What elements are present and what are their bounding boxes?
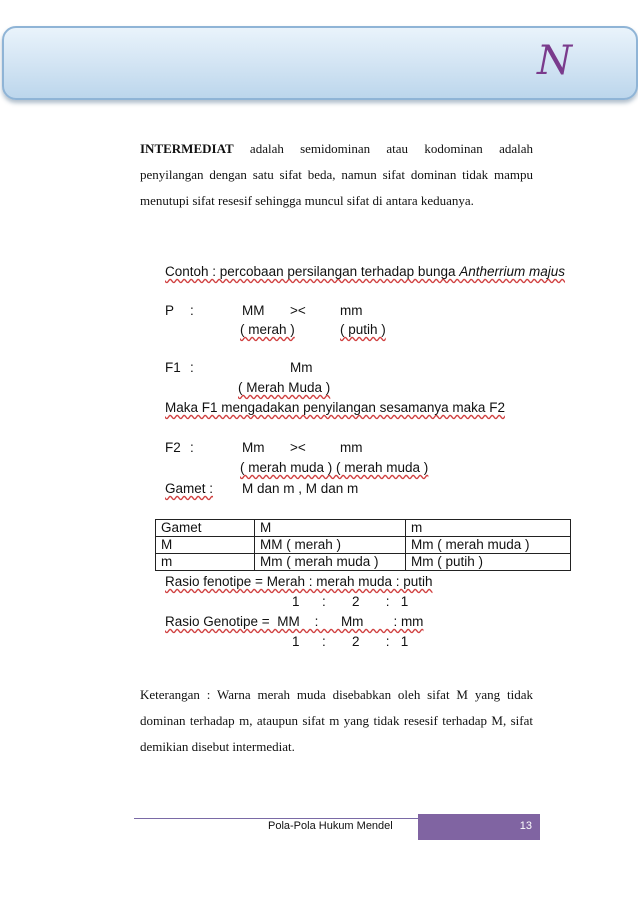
rasio-fenotipe-numbers: 1 : 2 : 1 [292, 594, 409, 609]
page-number: 13 [519, 820, 532, 832]
table-row [156, 520, 571, 537]
table-cell: Gamet [156, 520, 255, 537]
header-letter: N [537, 38, 572, 84]
gamet-value: M dan m , M dan m [242, 481, 359, 496]
intro-term: INTERMEDIAT [140, 141, 234, 156]
p-cross-symbol: >< [290, 303, 306, 318]
table-cell: Mm ( merah muda ) [255, 554, 406, 571]
footer-divider [134, 818, 418, 819]
table-row [156, 554, 571, 571]
gamet-table [155, 519, 571, 571]
example-title-text: Contoh : percobaan persilangan terhadap bunga [165, 264, 460, 279]
f1-phenotype: ( Merah Muda ) [238, 380, 331, 395]
f1-genotype: Mm [290, 360, 313, 375]
p-left-phenotype: ( merah ) [240, 322, 295, 337]
f2-phenotype: ( merah muda ) ( merah muda ) [240, 460, 429, 475]
header-banner [2, 26, 638, 100]
f2-left-genotype: Mm [242, 440, 265, 455]
f1-note: Maka F1 mengadakan penyilangan sesamanya maka F2 [165, 400, 505, 415]
table-cell: MM ( merah ) [255, 537, 406, 554]
table-cell: m [406, 520, 571, 537]
table-cell: M [255, 520, 406, 537]
f2-colon: : [190, 440, 194, 455]
p-colon: : [190, 303, 194, 318]
table-cell: Mm ( merah muda ) [406, 537, 571, 554]
rasio-genotipe: Rasio Genotipe = MM : Mm : mm [165, 614, 424, 629]
footer-page-box [418, 814, 540, 840]
table-cell: Mm ( putih ) [406, 554, 571, 571]
p-left-genotype: MM [242, 303, 265, 318]
intro-text: adalah semidominan atau kodominan adalah penyilangan dengan satu sifat beda, namun sifat dominan tidak mampu menutupi sifat resesif sehingga muncul sifat di antara keduanya. [140, 141, 533, 208]
rasio-genotipe-numbers: 1 : 2 : 1 [292, 634, 409, 649]
example-species: Antherrium majus [459, 264, 566, 279]
p-label: P [165, 303, 175, 318]
intro-paragraph [140, 136, 533, 214]
f2-label: F2 [165, 440, 181, 455]
example-title [165, 264, 575, 279]
footer-title: Pola-Pola Hukum Mendel [268, 820, 393, 832]
f2-right-genotype: mm [340, 440, 363, 455]
f2-cross-symbol: >< [290, 440, 306, 455]
f1-label: F1 [165, 360, 181, 375]
rasio-fenotipe: Rasio fenotipe = Merah : merah muda : putih [165, 574, 433, 589]
table-cell: M [156, 537, 255, 554]
keterangan-paragraph: Keterangan : Warna merah muda disebabkan oleh sifat M yang tidak dominan terhadap m, ataupun sifat m yang tidak resesif terhadap M, sifat demikian disebut intermediat. [140, 687, 533, 754]
p-right-phenotype: ( putih ) [340, 322, 386, 337]
p-right-genotype: mm [340, 303, 363, 318]
table-row [156, 537, 571, 554]
table-cell: m [156, 554, 255, 571]
gamet-label: Gamet : [165, 481, 214, 496]
f1-colon: : [190, 360, 194, 375]
